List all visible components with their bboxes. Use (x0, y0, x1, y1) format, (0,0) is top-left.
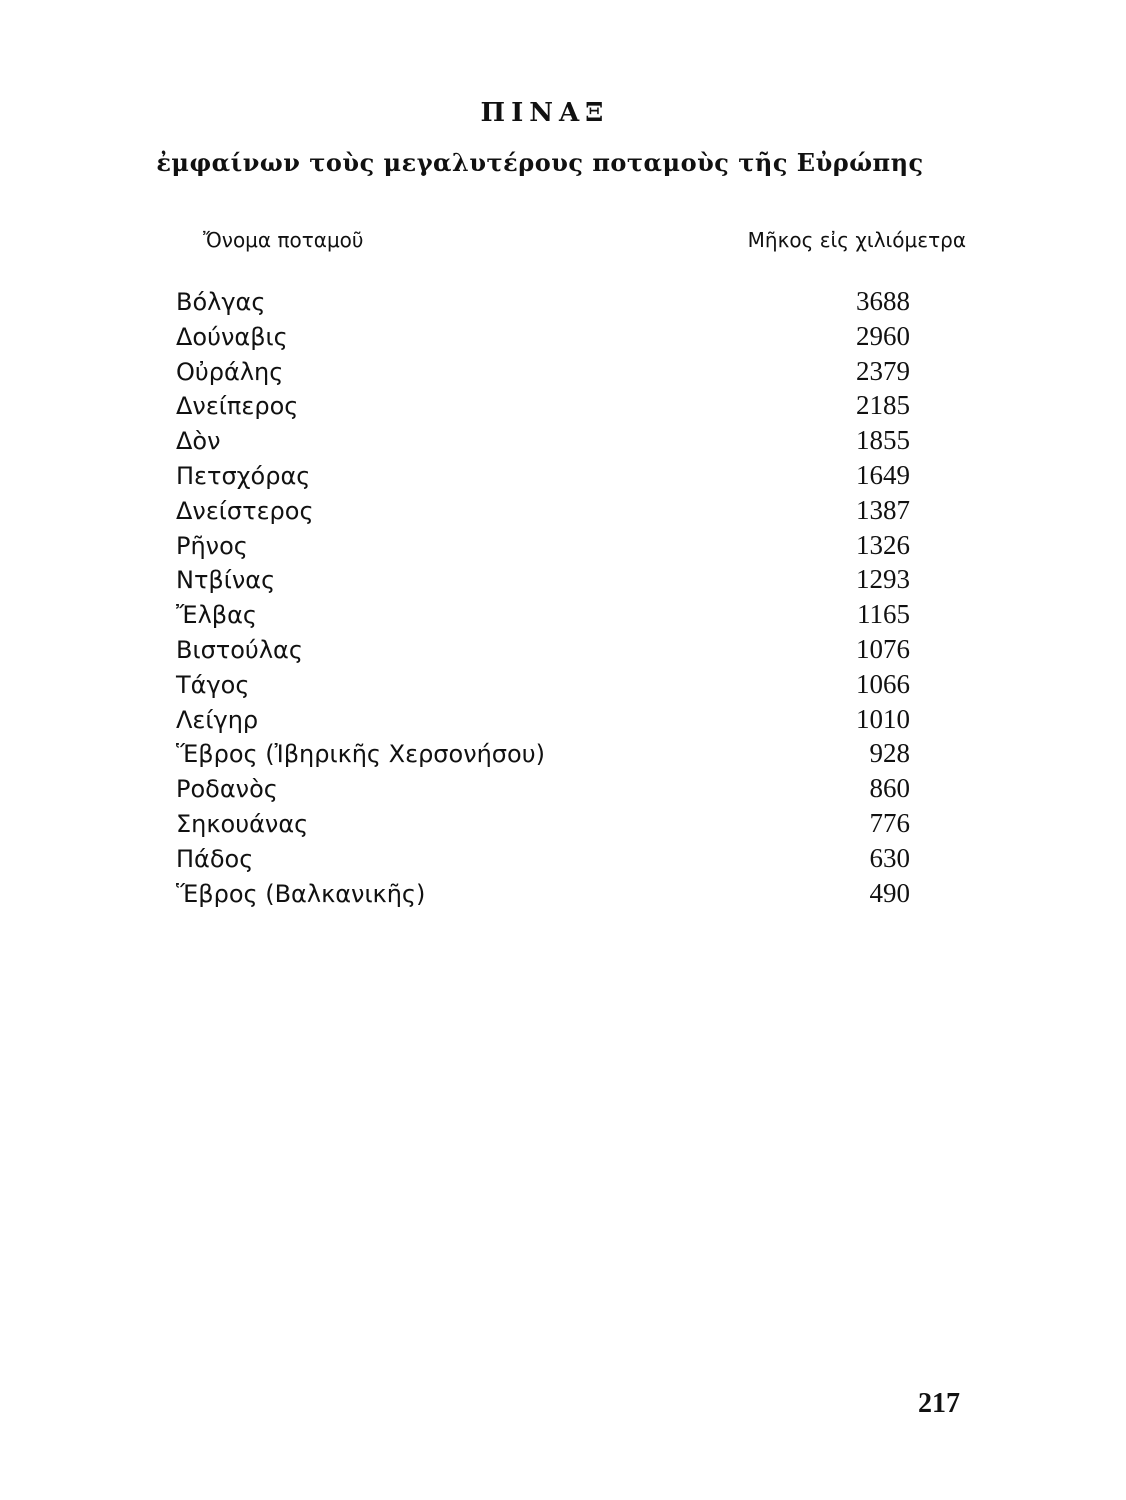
river-name: Ντβίνας (176, 566, 276, 595)
river-length: 490 (869, 877, 910, 908)
table-row (176, 736, 910, 771)
river-name: Λείγηρ (176, 705, 259, 734)
table-row (176, 632, 910, 667)
river-name: Τάγος (176, 670, 250, 699)
river-length: 1387 (856, 494, 910, 525)
table-row (176, 562, 910, 597)
river-name: Πετσχόρας (176, 461, 311, 490)
river-name: Βόλγας (176, 288, 266, 316)
river-length: 1010 (856, 703, 910, 734)
column-header-length: Μῆκος εἰς χιλιόμετρα (747, 228, 966, 252)
river-length: 860 (869, 773, 910, 804)
column-header-name: Ὄνομα ποταμοῦ (203, 228, 364, 252)
river-length: 2379 (856, 355, 910, 386)
table-row (176, 423, 910, 458)
river-length: 1649 (856, 459, 910, 490)
table-row (176, 771, 910, 806)
river-length: 1293 (856, 564, 910, 595)
rivers-table (176, 284, 910, 910)
table-row (176, 876, 910, 911)
river-name: Ἔλβας (176, 601, 257, 630)
river-length: 1855 (856, 425, 910, 456)
river-name: Δνείστερος (176, 496, 314, 525)
river-name: Ροδανὸς (176, 775, 278, 804)
river-length: 630 (869, 842, 910, 873)
page-title: ΠΙΝΑΞ (480, 98, 610, 128)
river-length: 928 (869, 738, 910, 769)
river-length: 2185 (856, 390, 910, 421)
river-name: Ἕβρος (Ἰβηρικῆς Χερσονήσου) (176, 740, 545, 769)
table-row (176, 388, 910, 423)
river-length: 1066 (856, 668, 910, 699)
river-name: Ἕβρος (Βαλκανικῆς) (176, 879, 426, 908)
page-number: 217 (918, 1388, 960, 1419)
table-row (176, 493, 910, 528)
river-name: Δνείπερος (176, 392, 299, 421)
table-row (176, 528, 910, 563)
table-row (176, 702, 910, 737)
river-name: Δούναβις (176, 322, 288, 351)
river-name: Ρῆνος (176, 531, 248, 560)
river-name: Δὸν (176, 427, 221, 456)
table-row (176, 806, 910, 841)
river-length: 3688 (856, 286, 910, 316)
table-row (176, 284, 910, 319)
table-row (176, 597, 910, 632)
page-subtitle: ἐμφαίνων τοὺς μεγαλυτέρους ποταμοὺς τῆς Εὐρώπης (156, 148, 924, 177)
river-name: Βιστούλας (176, 635, 303, 664)
river-name: Πάδος (176, 844, 254, 873)
table-row (176, 354, 910, 389)
river-length: 1076 (856, 633, 910, 664)
river-length: 1326 (856, 529, 910, 560)
river-name: Σηκουάνας (176, 809, 309, 838)
river-length: 776 (869, 807, 910, 838)
table-row (176, 319, 910, 354)
table-row (176, 667, 910, 702)
table-row (176, 458, 910, 493)
river-length: 2960 (856, 320, 910, 351)
river-name: Οὐράλης (176, 357, 284, 386)
river-length: 1165 (857, 599, 910, 630)
table-row (176, 841, 910, 876)
